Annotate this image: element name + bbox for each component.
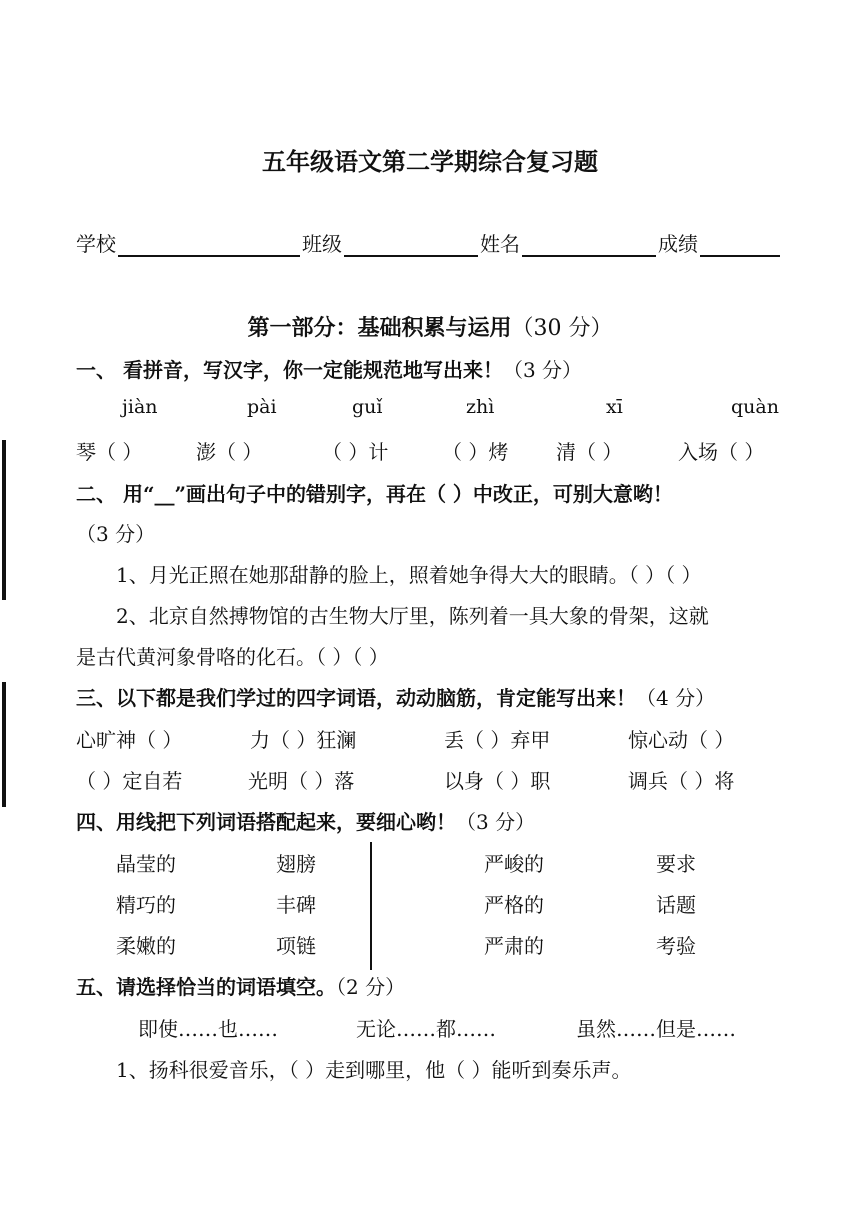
q5-sentence-1[interactable]: 1、扬科很爱音乐，（ ）走到哪里，他（ ）能听到奏乐声。	[116, 1058, 632, 1082]
q4-row-1	[0, 848, 860, 878]
part-one-heading: 第一部分：基础积累与运用（30 分）	[247, 315, 613, 341]
idiom-item[interactable]: （ ）定自若	[76, 769, 183, 793]
fill-item[interactable]: （ ）烤	[442, 440, 509, 464]
q2-sentence-2a: 2、北京自然搏物馆的古生物大厅里，陈列着一具大象的骨架，这就	[116, 604, 709, 628]
match-word[interactable]: 翅膀	[276, 852, 316, 876]
class-label: 班级	[302, 232, 342, 256]
match-word[interactable]: 丰碑	[276, 893, 316, 917]
q1-answer-row	[0, 436, 860, 466]
idiom-item[interactable]: 力（ ）狂澜	[250, 728, 357, 752]
idiom-item[interactable]: 心旷神（ ）	[76, 728, 183, 752]
class-blank[interactable]	[344, 235, 478, 257]
pinyin: xī	[606, 396, 623, 418]
word-option: 无论……都……	[356, 1017, 496, 1041]
word-option: 即使……也……	[138, 1017, 278, 1041]
pinyin: guǐ	[352, 396, 383, 418]
match-word[interactable]: 柔嫩的	[116, 934, 176, 958]
match-word[interactable]: 严峻的	[484, 852, 544, 876]
score-label: 成绩	[658, 232, 698, 256]
fill-item[interactable]: 入场（ ）	[678, 440, 765, 464]
q4-row-3	[0, 930, 860, 960]
q3-heading: 三、以下都是我们学过的四字词语，动动脑筋，肯定能写出来！（4 分）	[76, 686, 716, 710]
q2-heading: 二、 用“__”画出句子中的错别字，再在（ ）中改正，可别大意哟！	[76, 482, 673, 506]
q5-options-row	[0, 1013, 860, 1043]
q3-row-1	[0, 724, 860, 754]
idiom-item[interactable]: 以身（ ）职	[444, 769, 551, 793]
idiom-item[interactable]: 调兵（ ）将	[628, 769, 735, 793]
word-option: 虽然……但是……	[576, 1017, 736, 1041]
fill-item[interactable]: 澎（ ）	[196, 440, 263, 464]
student-info-line	[76, 228, 782, 257]
match-word[interactable]: 晶莹的	[116, 852, 176, 876]
name-blank[interactable]	[522, 235, 656, 257]
q2-sentence-2b[interactable]: 是古代黄河象骨咯的化石。（ ）（ ）	[76, 645, 389, 669]
idiom-item[interactable]: 惊心动（ ）	[628, 728, 735, 752]
match-word[interactable]: 要求	[656, 852, 696, 876]
match-word[interactable]: 考验	[656, 934, 696, 958]
match-word[interactable]: 严肃的	[484, 934, 544, 958]
fill-item[interactable]: 琴（ ）	[76, 440, 143, 464]
q2-score: （3 分）	[76, 522, 156, 546]
q1-pinyin-row	[0, 396, 860, 426]
score-blank[interactable]	[700, 235, 780, 257]
match-word[interactable]: 项链	[276, 934, 316, 958]
idiom-item[interactable]: 光明（ ）落	[248, 769, 355, 793]
school-label: 学校	[76, 232, 116, 256]
q1-heading: 一、 看拼音，写汉字，你一定能规范地写出来！（3 分）	[76, 358, 583, 382]
fill-item[interactable]: （ ）计	[322, 440, 389, 464]
pinyin: pài	[247, 396, 277, 418]
pinyin: quàn	[731, 396, 779, 418]
fill-item[interactable]: 清（ ）	[556, 440, 623, 464]
match-word[interactable]: 严格的	[484, 893, 544, 917]
q5-heading: 五、请选择恰当的词语填空。（2 分）	[76, 975, 406, 999]
idiom-item[interactable]: 丢（ ）弃甲	[444, 728, 551, 752]
q3-row-2	[0, 765, 860, 795]
pinyin: jiàn	[122, 396, 158, 418]
q4-heading: 四、用线把下列词语搭配起来，要细心哟！（3 分）	[76, 810, 536, 834]
name-label: 姓名	[480, 232, 520, 256]
pinyin: zhì	[466, 396, 495, 418]
match-word[interactable]: 话题	[656, 893, 696, 917]
page-title: 五年级语文第二学期综合复习题	[262, 147, 598, 176]
q4-row-2	[0, 889, 860, 919]
school-blank[interactable]	[118, 235, 300, 257]
match-word[interactable]: 精巧的	[116, 893, 176, 917]
q2-sentence-1[interactable]: 1、月光正照在她那甜静的脸上，照着她争得大大的眼睛。（ ）（ ）	[116, 563, 702, 587]
